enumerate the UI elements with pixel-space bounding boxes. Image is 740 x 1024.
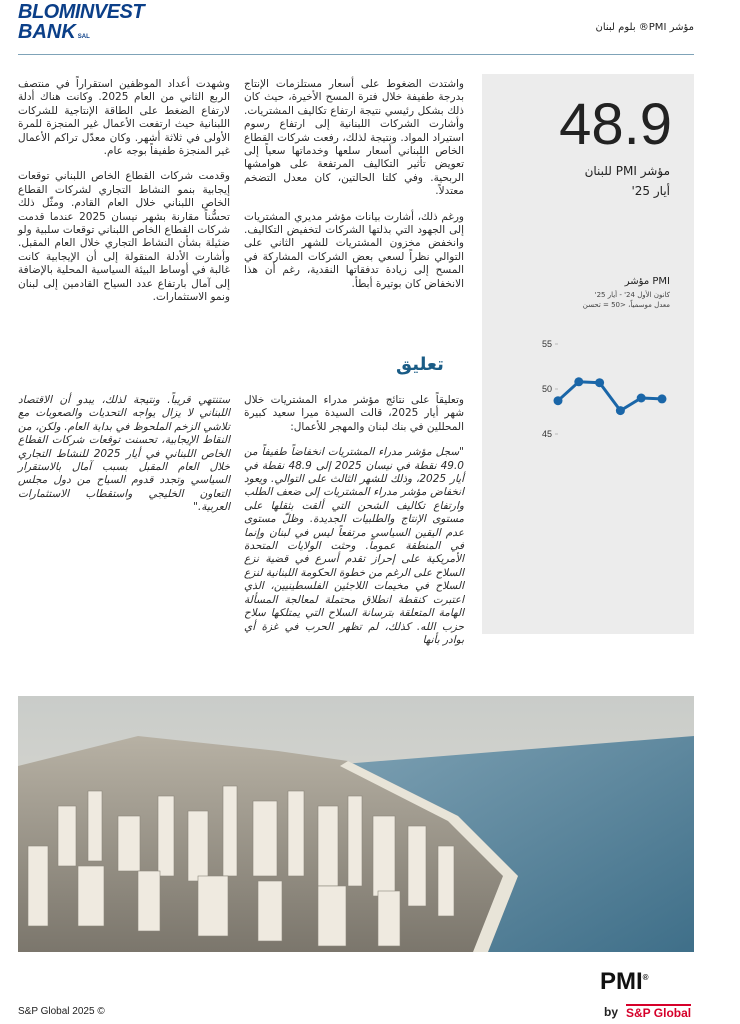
middle-paragraph-1: واشتدت الضغوط على أسعار مستلزمات الإنتاج بدرجة طفيفة خلال فترة المسح الأخيرة، حيث كان ذلك بشكل رئيسي نتيجة ارتفاع تكاليف المشتريات. وأشارت الشركات اللبنانية إلى ارتفاع رسوم استيراد المواد. ونتيجة لذلك، رفعت شركات القطاع الخاص اللبناني أسعار سلعها وخدماتها سعياً إلى تعويض تأثير التكاليف المرتفعة على هوامشها الربحية. وفي كلتا الحالتين، كان معدل التضخم معتدلاً. xyxy=(244,78,464,198)
data-point xyxy=(637,394,646,403)
left-paragraph-2: وقدمت شركات القطاع الخاص اللبناني توقعات إيجابية بنمو النشاط التجاري لشركات القطاع الخاص اللبناني خلال العام القادم. ومثّل ذلك تحسُّناً مقارنة بشهر نيسان 2025 عندما قدمت شركات القطاع الخاص اللبناني توقعات سلبية ولو ضئيلة بشأن النشاط التجاري خلال العام المقبل. وأشارت الأدلة المنقولة إلى أن الإيجابية كانت غالبة في أوساط البيئة السياسية المحلية بالإضافة إلى آمال بارتفاع عدد السياح القادمين إلى لبنان ونمو الاستثمارات. xyxy=(18,170,230,304)
header-divider xyxy=(18,54,694,55)
commentary-quote: "سجل مؤشر مدراء المشتريات انخفاضاً طفيفاً من 49.0 نقطة في نيسان 2025 إلى 48.9 نقطة في أيار 2025، وذلك للشهر الثالث على التوالي. ويعود انخفاض مؤشر مدراء المشتريات إلى ضعف الطلب وارتفاع تكاليف الشحن التي ألقت بثقلها على مستوى الإنتاج والطلبيات الجديدة. وظلّ مستوى عدم اليقين السياسي مرتفعاً ليس في لبنان وإنما في المنطقة عموماً. وحثت الولايات المتحدة الأمريكية على إحراز تقدم أسرع في قضية نزع السلاح على الرغم من خطوة الحكومة اللبنانية لنزع السلاح في مخيمات اللاجئين الفلسطينيين، الذي اعتبرت كنقطة انطلاق محتملة لمعالجة المسألة الهامة المتعلقة بترسانة السلاح التي يمتلكها سلاح حزب الله. كذلك، لم تظهر الحرب في غزة أي بوادر بأنها xyxy=(244,446,464,646)
data-point xyxy=(554,396,563,405)
data-point xyxy=(658,394,667,403)
chart-subtitle-range: كانون الأول 24' - أيار 25' xyxy=(594,291,670,299)
chart-subtitle xyxy=(583,290,670,310)
bank-logo xyxy=(18,2,144,47)
commentary-heading: تعليق xyxy=(396,354,444,375)
pmi-line-chart xyxy=(530,336,680,446)
pmi-series-line xyxy=(558,382,662,411)
copyright-notice: S&P Global 2025 © xyxy=(18,1006,105,1017)
data-point xyxy=(574,377,583,386)
pmi-label: مؤشر PMI للبنان xyxy=(584,164,670,178)
middle-column-lower xyxy=(244,394,464,659)
y-tick-label: 45 xyxy=(541,429,552,439)
document-header-title: مؤشر PMI® بلوم لبنان xyxy=(595,22,694,33)
left-column xyxy=(18,78,230,317)
y-tick-label: 55 xyxy=(541,339,552,349)
registered-mark: ® xyxy=(642,973,649,982)
logo-line2 xyxy=(18,22,144,47)
pmi-brand-text: PMI xyxy=(600,968,643,995)
sp-global-logo: S&P Global xyxy=(626,1006,692,1020)
logo-suffix: SAL xyxy=(77,34,90,40)
middle-paragraph-2: ورغم ذلك، أشارت بيانات مؤشر مديري المشتريات إلى الجهود التي بذلتها الشركات لتخفيض التكاليف. وانخفض مخزون المشتريات للشهر الثاني على التوالي نظراً لسعي بعض الشركات المشاركة في المسح إلى زيادة تدفقاتها النقدية، رغم أن هذا الانخفاض كان بوتيرة أبطأ. xyxy=(244,210,464,290)
data-point xyxy=(595,378,604,387)
logo-line1: BLOMINVEST xyxy=(18,1,145,23)
y-tick-label: 50 xyxy=(541,384,552,394)
middle-column xyxy=(244,78,464,303)
city-skyline-illustration xyxy=(18,696,694,952)
left-paragraph-1: وشهدت أعداد الموظفين استقراراً في منتصف الربع الثاني من العام 2025. وكانت هناك أدلة لارتفاع الضغط على الطاقة الإنتاجية للشركات اللبنانية حيث ارتفعت الأعمال غير المنجزة للمرة الأولى في ثلاثة أشهر. وكان معدّل تراكم الأعمال غير المنجزة طفيفاً بوجه عام. xyxy=(18,78,230,158)
beirut-coastline-photo xyxy=(18,696,694,952)
chart-subtitle-note: معدل موسمياً، <50 = تحسن xyxy=(582,301,670,309)
pmi-date: أيار 25' xyxy=(631,184,670,198)
chart-title: PMI مؤشر xyxy=(624,276,670,287)
pmi-brand-logo xyxy=(600,968,649,996)
logo-bank-word: BANK xyxy=(18,21,76,43)
left-quote: ستنتهي قريباً. ونتيجة لذلك، يبدو أن الاقتصاد اللبناني لا يزال يواجه التحديات والصعوبات مع تلاشي الزخم الملحوظ في بداية العام. ولكن، من النقاط الإيجابية، تحسنت توقعات شركات القطاع الخاص اللبناني في أيار 2025 للنشاط التجاري خلال العام المقبل بسبب آمال بالاستقرار السياسي وتجدد قدوم السياح من دول مجلس التعاون الخليجي واستقطاب الاستثمارات العربية." xyxy=(18,394,230,514)
data-point xyxy=(616,406,625,415)
by-label: by xyxy=(604,1005,619,1019)
middle-paragraph-3: وتعليقاً على نتائج مؤشر مدراء المشتريات خلال شهر أيار 2025، قالت السيدة ميرا سعيد كبيرة المحللين في بنك لبنان والمهجر للأعمال: xyxy=(244,394,464,433)
pmi-value: 48.9 xyxy=(559,92,672,157)
